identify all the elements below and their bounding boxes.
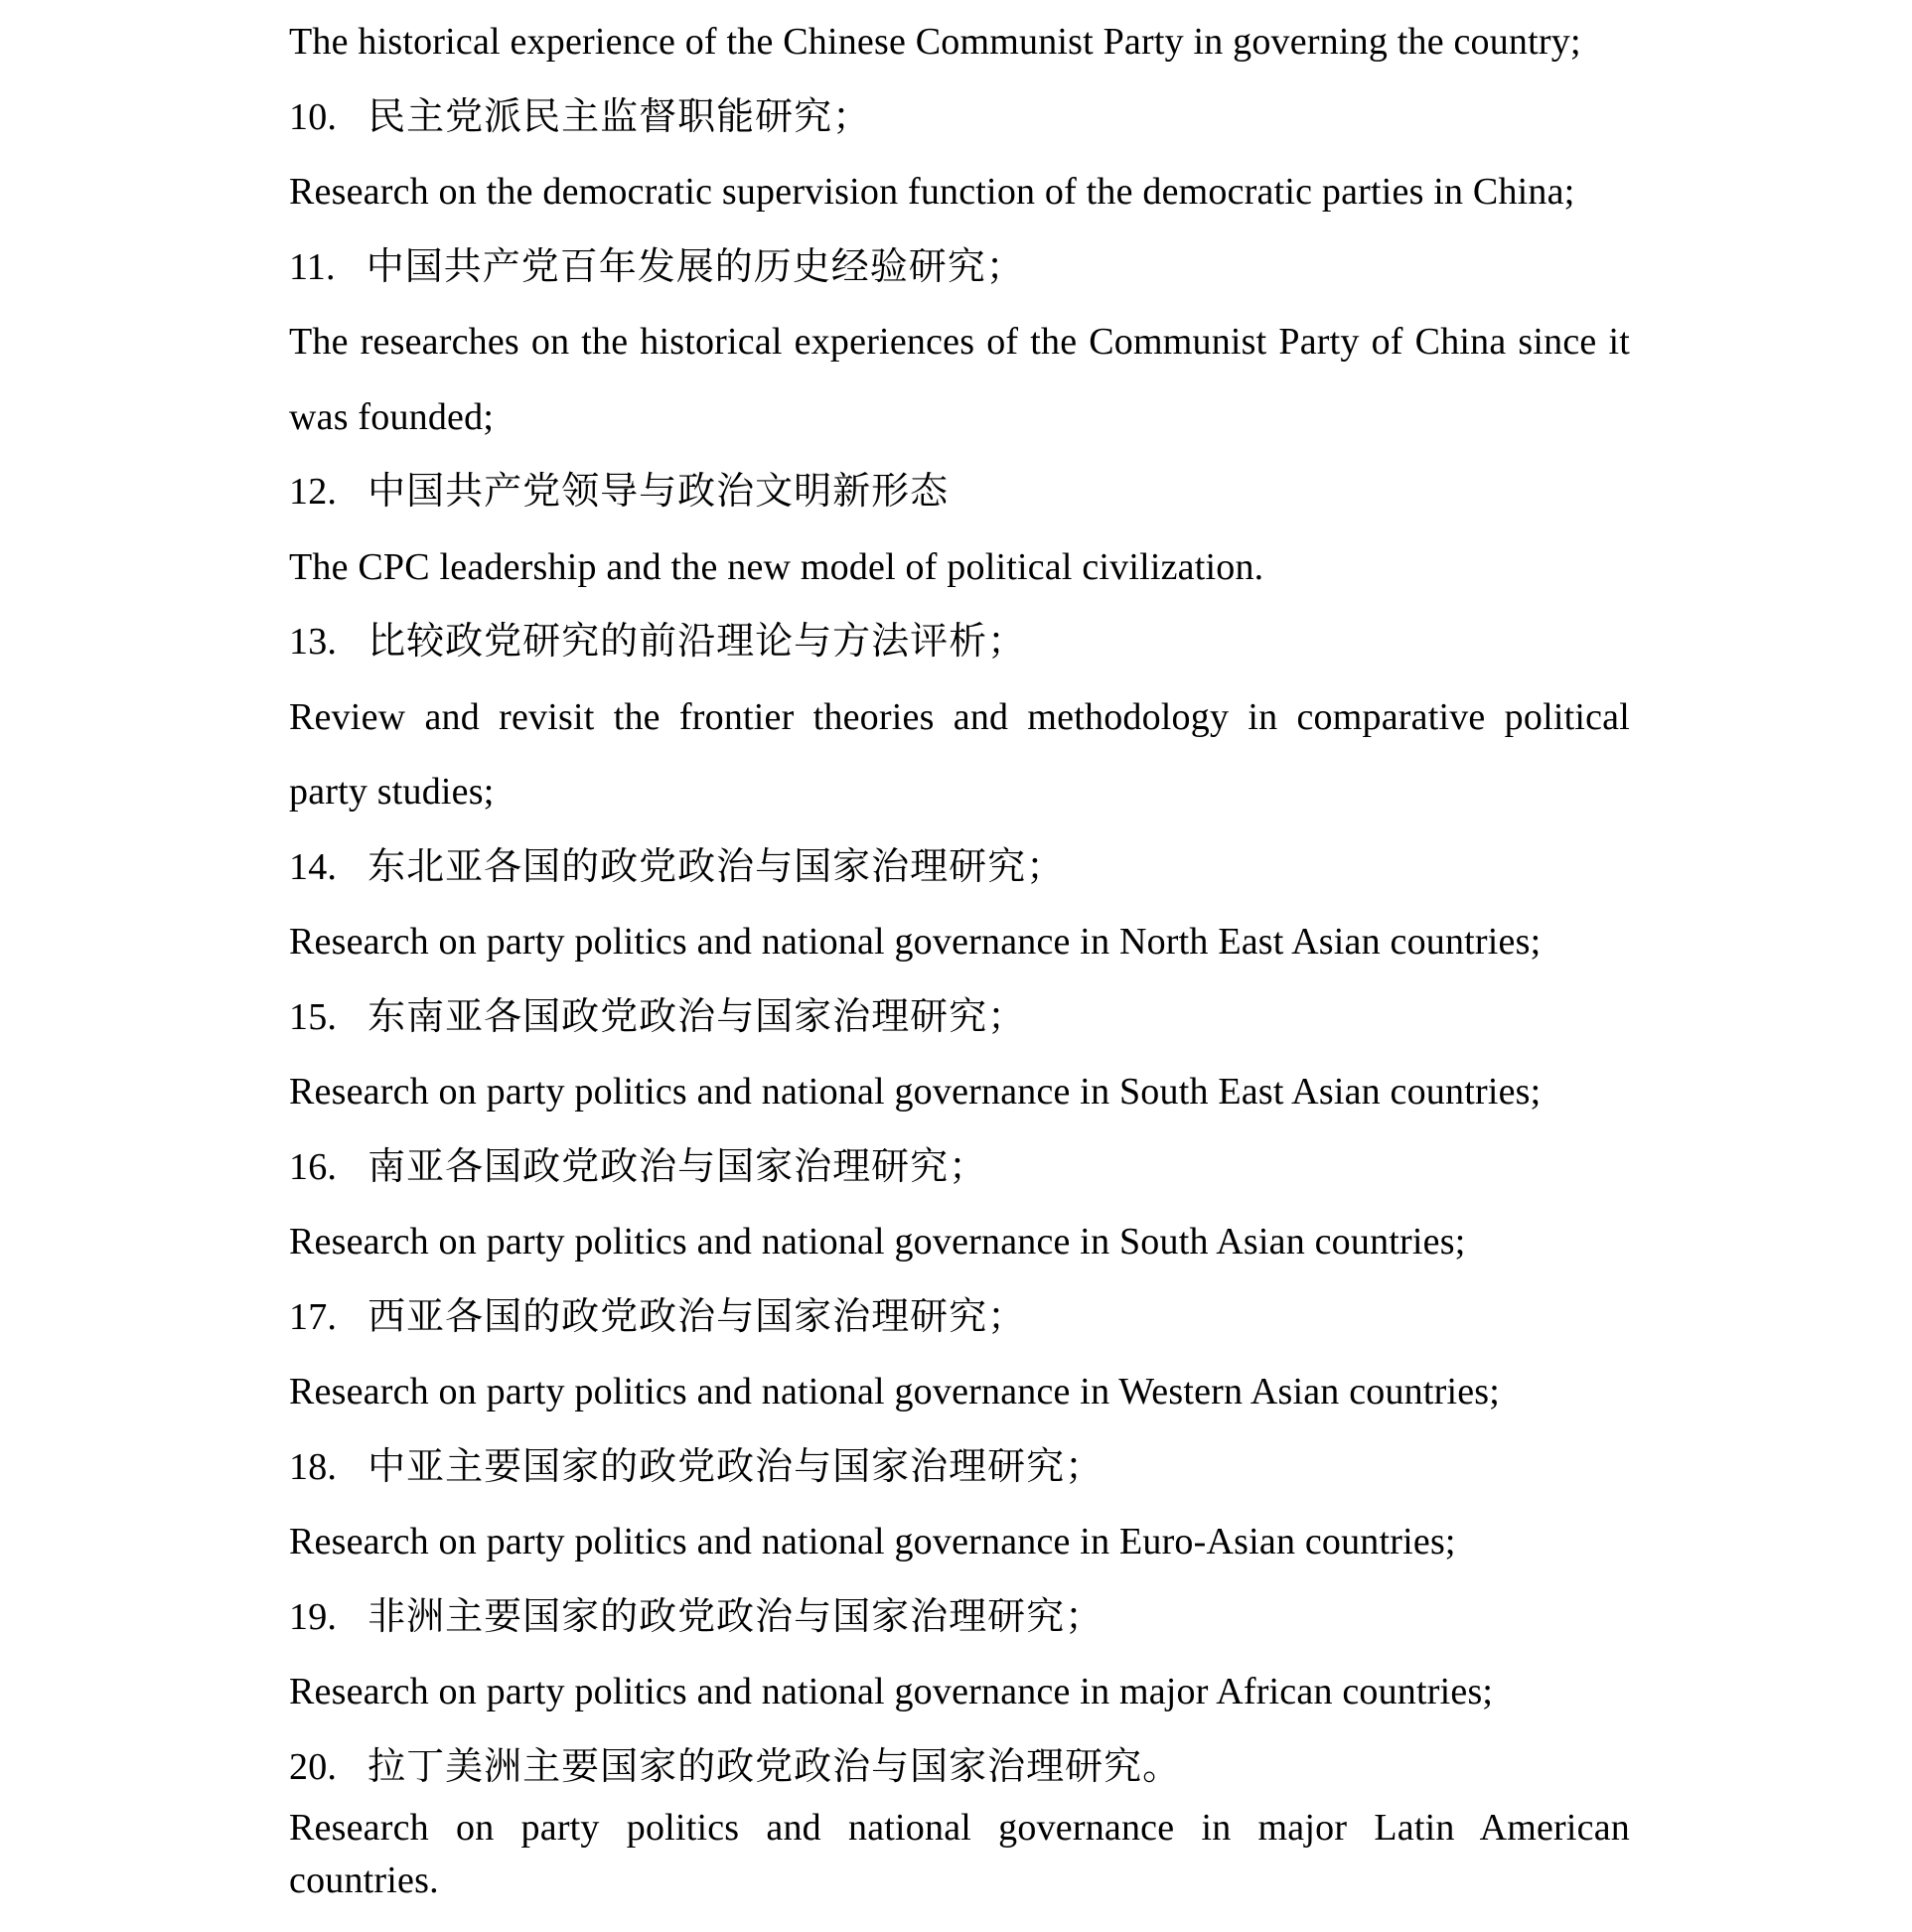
translation-text: The researches on the historical experiences of the Communist Party of China since it [289, 321, 1630, 363]
list-item-line [289, 1279, 1630, 1355]
list-item-zh-text: 非洲主要国家的政党政治与国家治理研究； [368, 1595, 1104, 1638]
translation-line [289, 154, 1630, 229]
translation-text: Research on party politics and national governance in South East Asian countries; [289, 1071, 1542, 1113]
translation-line [289, 904, 1630, 979]
list-item-line [289, 1129, 1630, 1205]
list-item-line [289, 79, 1630, 155]
translation-line [289, 679, 1630, 755]
list-item-line [289, 1579, 1630, 1655]
list-item-zh-text: 中国共产党领导与政治文明新形态 [368, 471, 950, 513]
list-item-zh-text: 东北亚各国的政党政治与国家治理研究； [368, 845, 1066, 888]
list-item-number: 19. [289, 1595, 338, 1638]
translation-line [289, 1054, 1630, 1129]
translation-text: Research on party politics and national governance in major Latin American [289, 1807, 1630, 1849]
translation-line [289, 1654, 1630, 1729]
list-item-number: 15. [289, 995, 338, 1038]
translation-line [289, 1354, 1630, 1429]
list-item-zh-text: 西亚各国的政党政治与国家治理研究； [368, 1295, 1027, 1338]
list-item-number: 14. [289, 845, 338, 888]
list-item-number: 11. [289, 245, 336, 288]
translation-text: The historical experience of the Chinese Communist Party in governing the country; [289, 21, 1581, 63]
list-item-zh-text: 中国共产党百年发展的历史经验研究； [366, 245, 1025, 288]
translation-line [289, 529, 1630, 605]
translation-text: Research on party politics and national governance in Euro-Asian countries; [289, 1521, 1456, 1562]
translation-line [289, 4, 1630, 79]
translation-text: party studies; [289, 771, 495, 813]
list-item-number: 16. [289, 1145, 338, 1188]
translation-text: Research on party politics and national governance in North East Asian countries; [289, 921, 1542, 963]
list-item-number: 20. [289, 1745, 338, 1788]
document-text-block [289, 0, 1630, 1932]
list-item-line [289, 979, 1630, 1055]
translation-text: Research on party politics and national governance in Western Asian countries; [289, 1371, 1501, 1412]
list-item-number: 17. [289, 1295, 338, 1338]
translation-line [289, 379, 1630, 455]
translation-line [289, 304, 1630, 379]
translation-line [289, 1504, 1630, 1579]
translation-text: Review and revisit the frontier theories and methodology in comparative political [289, 695, 1630, 738]
list-item-number: 18. [289, 1445, 338, 1488]
list-item-line [289, 829, 1630, 905]
translation-text: countries. [289, 1859, 439, 1901]
list-item-line [289, 1429, 1630, 1505]
list-item-zh-text: 东南亚各国政党政治与国家治理研究； [368, 995, 1027, 1038]
translation-line [289, 754, 1630, 829]
translation-text: Research on the democratic supervision function of the democratic parties in China; [289, 171, 1575, 213]
translation-text: was founded; [289, 395, 495, 438]
translation-text: The CPC leadership and the new model of political civilization. [289, 545, 1264, 588]
list-item-zh-text: 南亚各国政党政治与国家治理研究； [368, 1145, 988, 1188]
list-item-number: 13. [289, 621, 338, 663]
translation-line [289, 1204, 1630, 1279]
translation-text: Research on party politics and national governance in South Asian countries; [289, 1221, 1466, 1263]
list-item-zh-text: 拉丁美洲主要国家的政党政治与国家治理研究。 [368, 1745, 1182, 1788]
list-item-line [289, 229, 1630, 305]
list-item-line [289, 604, 1630, 679]
list-item-line [289, 454, 1630, 529]
list-item-zh-text: 中亚主要国家的政党政治与国家治理研究； [368, 1445, 1104, 1488]
list-item-zh-text: 民主党派民主监督职能研究； [368, 95, 872, 138]
translation-line [289, 1843, 1630, 1918]
translation-text: Research on party politics and national governance in major African countries; [289, 1671, 1494, 1712]
list-item-number: 10. [289, 95, 338, 138]
list-item-zh-text: 比较政党研究的前沿理论与方法评析； [368, 621, 1027, 663]
list-item-number: 12. [289, 471, 338, 513]
